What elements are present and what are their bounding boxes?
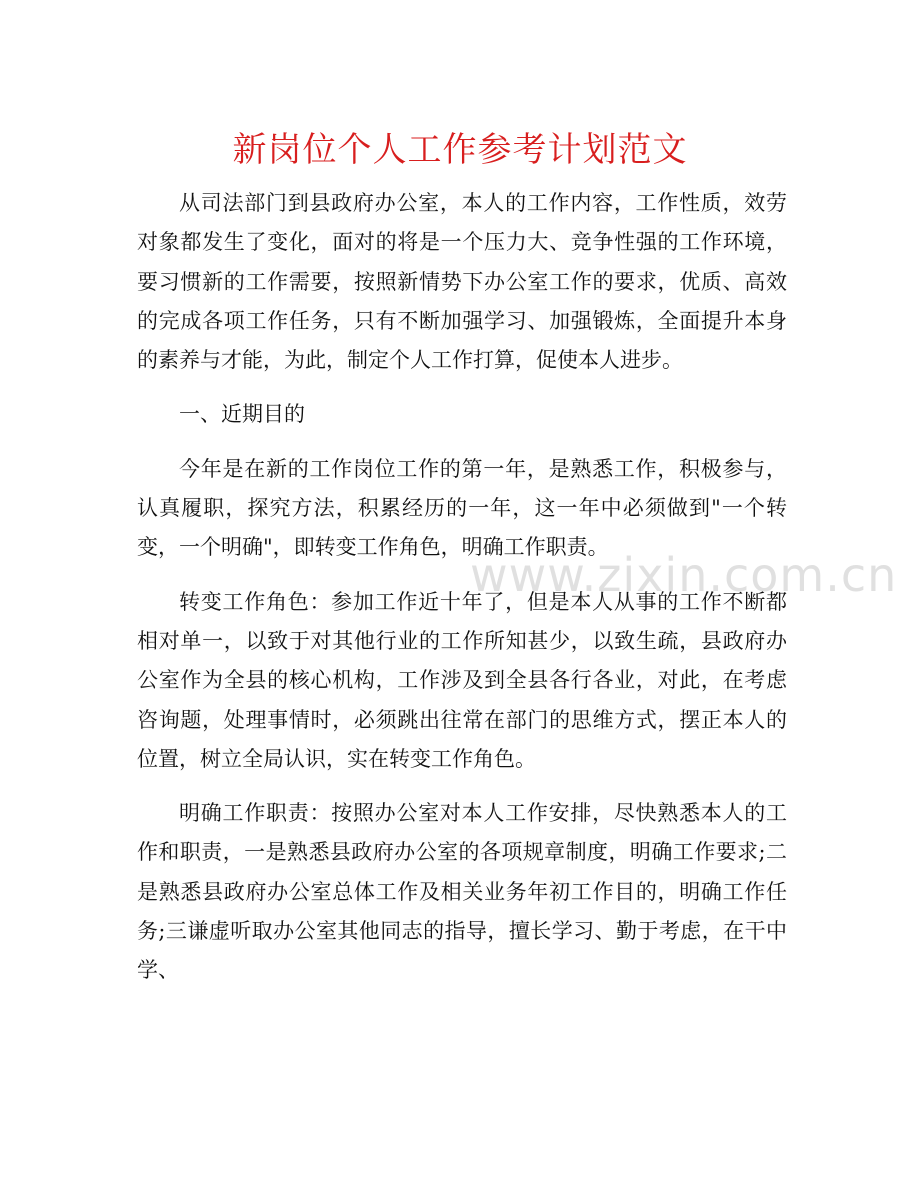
paragraph-intro: 从司法部门到县政府办公室，本人的工作内容，工作性质，效劳对象都发生了变化，面对的将是一个压力大、竞争性强的工作环境，要习惯新的工作需要，按照新情势下办公室工作的要求，优质、高效的完成各项工作任务，只有不断加强学习、加强锻炼，全面提升本身的素养与才能，为此，制定个人工作打算，促使本人进步。 [137, 191, 787, 373]
paragraph-first-year: 今年是在新的工作岗位工作的第一年，是熟悉工作，积极参与，认真履职，探究方法，积累经历的一年，这一年中必须做到"一个转变，一个明确"，即转变工作角色，明确工作职责。 [137, 456, 787, 560]
document-body [137, 184, 787, 1006]
document-title: 新岗位个人工作参考计划范文 [232, 130, 688, 170]
site-watermark: www.zixin.com.cn [470, 548, 898, 602]
section-heading-near-term-goals: 一、近期目的 [179, 402, 305, 427]
paragraph-role-change: 转变工作角色：参加工作近十年了，但是本人从事的工作不断都相对单一，以致于对其他行业的工作所知甚少，以致生疏，县政府办公室作为全县的核心机构，工作涉及到全县各行各业，对此，在考虑咨询题，处理事情时，必须跳出往常在部门的思维方式，摆正本人的位置，树立全局认识，实在转变工作角色。 [137, 589, 787, 771]
paragraph-clarify-duties: 明确工作职责：按照办公室对本人工作安排，尽快熟悉本人的工作和职责，一是熟悉县政府办公室的各项规章制度，明确工作要求;二是熟悉县政府办公室总体工作及相关业务年初工作目的，明确工作任务;三谦虚听取办公室其他同志的指导，擅长学习、勤于考虑，在干中学、 [137, 801, 787, 983]
